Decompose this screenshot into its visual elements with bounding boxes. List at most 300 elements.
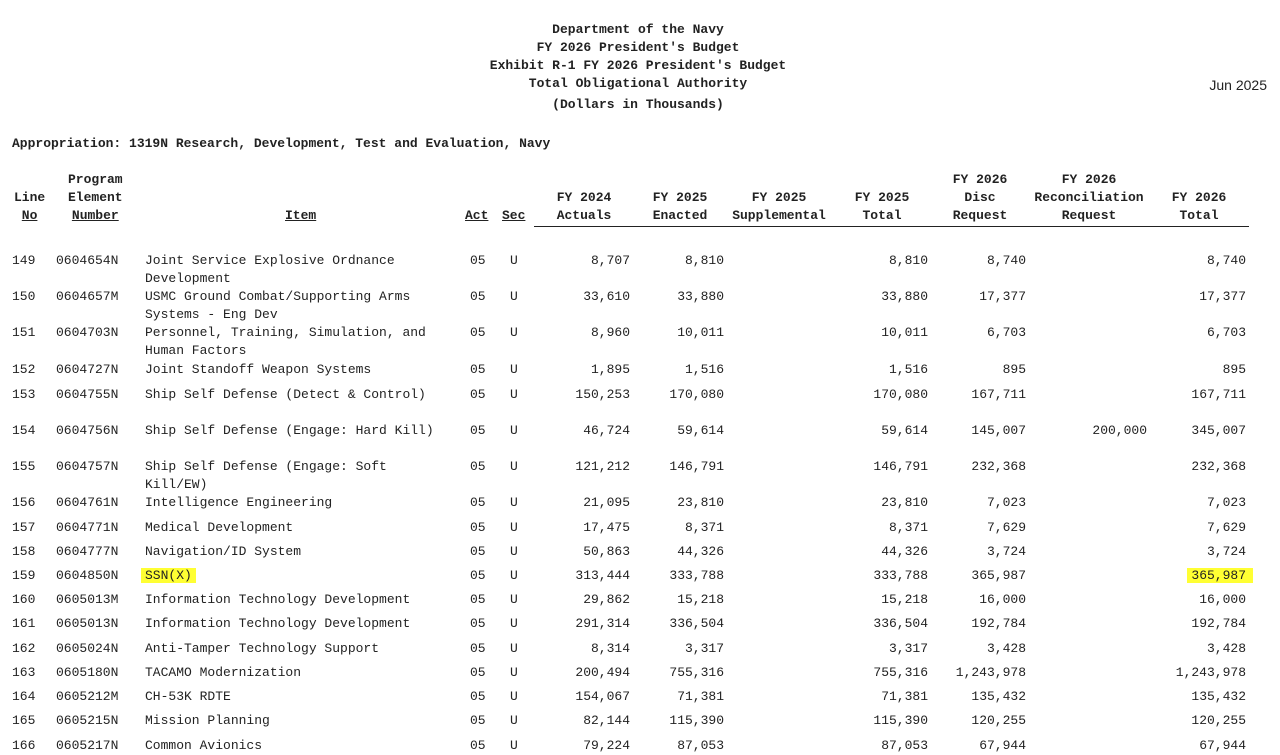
- activity-code: [470, 422, 486, 440]
- item-name-text: Common Avionics: [145, 738, 263, 753]
- line-number: [12, 640, 35, 658]
- security-code: [510, 567, 518, 585]
- item-name-text: Information Technology Development: [145, 616, 411, 631]
- fy2024-actuals-text: 291,314: [575, 616, 630, 631]
- fy2025-enacted: [677, 422, 724, 440]
- line-number-text: 158: [12, 544, 36, 559]
- line-number: [12, 494, 35, 512]
- security-code: [510, 615, 518, 633]
- fy2024-actuals-text: 8,960: [590, 325, 630, 340]
- line-number-text: 160: [12, 592, 36, 607]
- fy2026-disc-request: [987, 494, 1026, 512]
- fy2025-enacted-text: 333,788: [669, 568, 724, 583]
- activity-code: [470, 688, 486, 706]
- activity-code-text: 05: [470, 325, 486, 340]
- line-number: [12, 458, 35, 476]
- col-header-line: [14, 189, 45, 225]
- fy2026-total: [1176, 664, 1246, 682]
- fy2025-enacted-text: 10,011: [677, 325, 724, 340]
- program-element: [56, 361, 118, 379]
- fy2026-disc-request-text: 167,711: [971, 387, 1026, 402]
- fy2024-actuals: [575, 615, 630, 633]
- security-code-text: U: [510, 568, 518, 583]
- fy2025-total: [889, 640, 928, 658]
- activity-code-text: 05: [470, 289, 486, 304]
- fy2025-total-text: 755,316: [873, 665, 928, 680]
- fy2026-total: [1191, 615, 1246, 633]
- col-header-fy26t: [1168, 189, 1230, 225]
- fy2024-actuals: [591, 640, 630, 658]
- fy2024-actuals-text: 121,212: [575, 459, 630, 474]
- fy2024-actuals-text: 1,895: [590, 362, 630, 377]
- activity-code: [470, 640, 486, 658]
- line-number-text: 166: [12, 738, 36, 753]
- fy2025-enacted-text: 3,317: [684, 641, 724, 656]
- item-name: [145, 458, 450, 494]
- security-code-text: U: [510, 520, 518, 535]
- line-number-text: 164: [12, 689, 36, 704]
- fy2026-disc-request: [971, 458, 1026, 476]
- program-element: [56, 422, 118, 440]
- program-element-text: 0605024N: [56, 641, 119, 656]
- item-name-text: TACAMO Modernization: [145, 665, 302, 680]
- program-element: [56, 458, 118, 476]
- fy2025-enacted: [677, 288, 724, 306]
- fy2026-disc-request-text: 7,023: [986, 495, 1026, 510]
- security-code: [510, 422, 518, 440]
- fy2025-total-text: 23,810: [881, 495, 928, 510]
- fy2026-disc-request: [956, 664, 1026, 682]
- security-code-text: U: [510, 544, 518, 559]
- fy2026-disc-request-text: 120,255: [971, 713, 1026, 728]
- report-title-department: Department of the Navy: [552, 22, 724, 37]
- fy2025-total: [881, 688, 928, 706]
- fy2025-enacted: [685, 252, 724, 270]
- item-name-text: Mission Planning: [145, 713, 270, 728]
- fy2026-disc-request: [1003, 361, 1026, 379]
- security-code: [510, 688, 518, 706]
- col-header-line-1: Line: [14, 190, 46, 205]
- report-title-authority: Total Obligational Authority: [528, 76, 748, 91]
- security-code-text: U: [510, 592, 518, 607]
- item-name: [145, 615, 450, 633]
- fy2025-enacted: [677, 324, 724, 342]
- line-number-text: 161: [12, 616, 36, 631]
- fy2025-total: [881, 494, 928, 512]
- fy2026-total: [1207, 494, 1246, 512]
- col-header-fy25s: [730, 189, 828, 225]
- security-code-text: U: [510, 495, 518, 510]
- security-code: [510, 324, 518, 342]
- line-number-text: 165: [12, 713, 36, 728]
- security-code: [510, 494, 518, 512]
- fy2024-actuals: [583, 494, 630, 512]
- col-header-fy24-2: Actuals: [556, 208, 612, 223]
- fy2026-disc-request: [987, 324, 1026, 342]
- fy2026-total: [1191, 567, 1246, 585]
- item-name-text: Ship Self Defense (Engage: Hard Kill): [145, 423, 434, 438]
- fy2025-total: [873, 458, 928, 476]
- security-code: [510, 591, 518, 609]
- fy2025-enacted: [677, 688, 724, 706]
- item-name: [145, 688, 450, 706]
- fy2026-total-text: 8,740: [1206, 253, 1246, 268]
- program-element: [56, 252, 118, 270]
- fy2026-disc-request: [987, 640, 1026, 658]
- fy2026-disc-request: [971, 712, 1026, 730]
- fy2026-total-text: 67,944: [1199, 738, 1246, 753]
- item-name: [145, 664, 450, 682]
- col-header-rec: [1030, 171, 1148, 225]
- fy2026-total-text: 1,243,978: [1175, 665, 1246, 680]
- fy2026-disc-request-text: 3,724: [986, 544, 1026, 559]
- activity-code-text: 05: [470, 592, 486, 607]
- activity-code-text: 05: [470, 713, 486, 728]
- item-name-text: Ship Self Defense (Engage: Soft Kill/EW): [145, 459, 387, 492]
- activity-code: [470, 324, 486, 342]
- security-code: [510, 288, 518, 306]
- fy2026-disc-request: [971, 422, 1026, 440]
- activity-code: [470, 737, 486, 755]
- fy2024-actuals-text: 8,314: [590, 641, 630, 656]
- item-name: [145, 386, 450, 404]
- activity-code-text: 05: [470, 423, 486, 438]
- program-element-text: 0605212M: [56, 689, 119, 704]
- fy2025-enacted-text: 336,504: [669, 616, 724, 631]
- item-name: [145, 712, 450, 730]
- col-header-pe-2: Element: [68, 190, 123, 205]
- program-element: [56, 688, 118, 706]
- fy2026-total: [1207, 543, 1246, 561]
- fy2026-total-text: 6,703: [1206, 325, 1246, 340]
- activity-code-text: 05: [470, 665, 486, 680]
- activity-code: [470, 519, 486, 537]
- fy2024-actuals-text: 154,067: [575, 689, 630, 704]
- fy2025-enacted-text: 23,810: [677, 495, 724, 510]
- line-number: [12, 422, 35, 440]
- security-code-text: U: [510, 665, 518, 680]
- activity-code: [470, 494, 486, 512]
- col-header-fy24-1: FY 2024: [556, 190, 612, 205]
- fy2025-total-text: 10,011: [881, 325, 928, 340]
- activity-code: [470, 361, 486, 379]
- security-code-text: U: [510, 689, 518, 704]
- security-code: [510, 640, 518, 658]
- fy2024-actuals-text: 46,724: [583, 423, 630, 438]
- fy2025-total: [881, 288, 928, 306]
- item-name: [145, 324, 450, 360]
- activity-code-text: 05: [470, 459, 486, 474]
- program-element-text: 0604761N: [56, 495, 119, 510]
- line-number-text: 157: [12, 520, 36, 535]
- fy2025-total-text: 336,504: [873, 616, 928, 631]
- program-element: [56, 591, 118, 609]
- fy2026-reconciliation-request: [1092, 422, 1147, 440]
- item-name-text: Medical Development: [145, 520, 294, 535]
- fy2025-total: [873, 615, 928, 633]
- line-number-text: 153: [12, 387, 36, 402]
- col-header-fy26t-2: Total: [1179, 208, 1219, 223]
- fy2025-enacted: [685, 640, 724, 658]
- item-name-text: Anti-Tamper Technology Support: [145, 641, 380, 656]
- fy2025-total: [889, 252, 928, 270]
- fy2026-disc-request: [987, 543, 1026, 561]
- fy2024-actuals: [575, 386, 630, 404]
- col-header-fy25t-1: FY 2025: [854, 190, 910, 205]
- item-name: [145, 288, 450, 324]
- security-code: [510, 519, 518, 537]
- fy2026-disc-request-text: 232,368: [971, 459, 1026, 474]
- col-header-rec-2: Reconciliation: [1034, 190, 1144, 205]
- fy2025-total-text: 1,516: [888, 362, 928, 377]
- activity-code: [470, 664, 486, 682]
- fy2026-total: [1223, 361, 1246, 379]
- fy2024-actuals: [575, 688, 630, 706]
- program-element-text: 0605013M: [56, 592, 119, 607]
- fy2025-enacted: [669, 615, 724, 633]
- fy2025-enacted-text: 146,791: [669, 459, 724, 474]
- security-code-text: U: [510, 289, 518, 304]
- line-number-text: 162: [12, 641, 36, 656]
- fy2026-disc-request-text: 67,944: [979, 738, 1026, 753]
- fy2025-total-text: 3,317: [888, 641, 928, 656]
- fy2024-actuals: [575, 458, 630, 476]
- fy2024-actuals: [591, 252, 630, 270]
- fy2025-enacted-text: 33,880: [677, 289, 724, 304]
- fy2024-actuals-text: 200,494: [575, 665, 630, 680]
- item-name: [145, 591, 450, 609]
- line-number-text: 152: [12, 362, 36, 377]
- program-element-text: 0604771N: [56, 520, 119, 535]
- fy2025-total-text: 71,381: [881, 689, 928, 704]
- fy2025-total-text: 87,053: [881, 738, 928, 753]
- line-number: [12, 543, 35, 561]
- activity-code-text: 05: [470, 495, 486, 510]
- fy2026-disc-request-text: 365,987: [971, 568, 1026, 583]
- fy2026-disc-request: [987, 519, 1026, 537]
- fy2026-total: [1191, 422, 1246, 440]
- item-name-text: Joint Standoff Weapon Systems: [145, 362, 372, 377]
- fy2024-actuals-text: 8,707: [590, 253, 630, 268]
- activity-code-text: 05: [470, 520, 486, 535]
- fy2026-total-text: 7,023: [1206, 495, 1246, 510]
- fy2026-disc-request-text: 7,629: [986, 520, 1026, 535]
- activity-code-text: 05: [470, 568, 486, 583]
- fy2026-total: [1191, 688, 1246, 706]
- fy2026-disc-request: [971, 567, 1026, 585]
- line-number: [12, 591, 35, 609]
- fy2025-total: [881, 324, 928, 342]
- fy2025-total-text: 44,326: [881, 544, 928, 559]
- program-element: [56, 640, 118, 658]
- fy2026-total-text: 345,007: [1191, 423, 1246, 438]
- fy2026-total: [1207, 640, 1246, 658]
- program-element: [56, 567, 118, 585]
- activity-code-text: 05: [470, 689, 486, 704]
- program-element: [56, 494, 118, 512]
- security-code-text: U: [510, 713, 518, 728]
- activity-code-text: 05: [470, 738, 486, 753]
- activity-code: [470, 712, 486, 730]
- fy2024-actuals: [583, 288, 630, 306]
- fy2024-actuals: [583, 422, 630, 440]
- fy2025-total-text: 59,614: [881, 423, 928, 438]
- fy2024-actuals: [591, 324, 630, 342]
- fy2024-actuals: [583, 591, 630, 609]
- activity-code: [470, 567, 486, 585]
- col-header-sec: Sec: [502, 208, 526, 223]
- fy2026-total: [1199, 737, 1246, 755]
- fy2025-total-text: 8,371: [888, 520, 928, 535]
- item-name-text: SSN(X): [141, 568, 196, 583]
- program-element: [56, 543, 118, 561]
- line-number-text: 159: [12, 568, 36, 583]
- item-name: [145, 543, 450, 561]
- line-number: [12, 386, 35, 404]
- security-code: [510, 737, 518, 755]
- line-number-text: 156: [12, 495, 36, 510]
- activity-code: [470, 458, 486, 476]
- item-name-text: Navigation/ID System: [145, 544, 302, 559]
- activity-code: [470, 288, 486, 306]
- security-code: [510, 361, 518, 379]
- line-number-text: 155: [12, 459, 36, 474]
- fy2025-total-text: 15,218: [881, 592, 928, 607]
- fy2025-enacted-text: 15,218: [677, 592, 724, 607]
- fy2026-disc-request-text: 6,703: [986, 325, 1026, 340]
- report-title-units: (Dollars in Thousands): [552, 97, 724, 112]
- line-number: [12, 519, 35, 537]
- fy2026-disc-request-text: 145,007: [971, 423, 1026, 438]
- fy2026-total: [1191, 712, 1246, 730]
- item-name: [145, 422, 450, 440]
- item-name: [145, 567, 450, 585]
- fy2026-disc-request: [979, 288, 1026, 306]
- line-number: [12, 688, 35, 706]
- fy2026-disc-request-text: 17,377: [979, 289, 1026, 304]
- fy2025-enacted: [677, 494, 724, 512]
- col-header-fy25t: [852, 189, 912, 225]
- line-number: [12, 288, 35, 306]
- security-code-text: U: [510, 253, 518, 268]
- line-number: [12, 737, 35, 755]
- fy2025-total: [881, 591, 928, 609]
- fy2026-disc-request-text: 8,740: [986, 253, 1026, 268]
- fy2025-enacted: [677, 737, 724, 755]
- fy2026-disc-request-text: 895: [1002, 362, 1026, 377]
- col-header-fy25e: [650, 189, 710, 225]
- col-header-act: Act: [465, 208, 489, 223]
- fy2025-total-text: 333,788: [873, 568, 928, 583]
- fy2025-enacted-text: 71,381: [677, 689, 724, 704]
- fy2026-total: [1191, 458, 1246, 476]
- fy2025-enacted: [685, 361, 724, 379]
- fy2025-enacted-text: 8,810: [684, 253, 724, 268]
- activity-code: [470, 591, 486, 609]
- fy2025-enacted-text: 8,371: [684, 520, 724, 535]
- col-header-rec-3: Request: [1061, 208, 1117, 223]
- activity-code-text: 05: [470, 253, 486, 268]
- col-header-disc-1: FY 2026: [952, 172, 1008, 187]
- fy2026-total-text: 120,255: [1191, 713, 1246, 728]
- fy2024-actuals-text: 29,862: [583, 592, 630, 607]
- fy2026-total-text: 3,428: [1206, 641, 1246, 656]
- fy2026-disc-request-text: 3,428: [986, 641, 1026, 656]
- fy2026-total-text: 192,784: [1191, 616, 1246, 631]
- col-header-pe-3: Number: [71, 208, 119, 223]
- fy2025-total: [889, 361, 928, 379]
- fy2025-total: [873, 386, 928, 404]
- line-number: [12, 712, 35, 730]
- activity-code-text: 05: [470, 387, 486, 402]
- col-header-fy25e-1: FY 2025: [652, 190, 708, 205]
- activity-code-text: 05: [470, 544, 486, 559]
- line-number: [12, 361, 35, 379]
- activity-code-text: 05: [470, 641, 486, 656]
- fy2024-actuals: [583, 737, 630, 755]
- security-code: [510, 252, 518, 270]
- fy2025-enacted: [669, 458, 724, 476]
- item-name-text: USMC Ground Combat/Supporting Arms Systems - Eng Dev: [145, 289, 411, 322]
- line-number: [12, 324, 35, 342]
- col-header-rec-1: FY 2026: [1061, 172, 1117, 187]
- fy2025-total: [873, 712, 928, 730]
- fy2025-total: [881, 543, 928, 561]
- security-code-text: U: [510, 387, 518, 402]
- item-name: [145, 494, 450, 512]
- activity-code-text: 05: [470, 616, 486, 631]
- program-element: [56, 664, 118, 682]
- program-element-text: 0604777N: [56, 544, 119, 559]
- line-number-text: 163: [12, 665, 36, 680]
- item-name: [145, 737, 450, 755]
- fy2025-enacted-text: 44,326: [677, 544, 724, 559]
- fy2024-actuals: [583, 712, 630, 730]
- fy2024-actuals-text: 79,224: [583, 738, 630, 753]
- col-header-fy26t-1: FY 2026: [1171, 190, 1227, 205]
- activity-code: [470, 543, 486, 561]
- fy2025-total-text: 115,390: [873, 713, 928, 728]
- item-name-text: Information Technology Development: [145, 592, 411, 607]
- col-header-fy25e-2: Enacted: [652, 208, 708, 223]
- fy2026-disc-request: [987, 252, 1026, 270]
- security-code-text: U: [510, 616, 518, 631]
- fy2026-total: [1207, 519, 1246, 537]
- program-element-text: 0605217N: [56, 738, 119, 753]
- fy2026-disc-request: [979, 591, 1026, 609]
- line-number: [12, 664, 35, 682]
- fy2025-enacted-text: 755,316: [669, 665, 724, 680]
- fy2026-total-text: 7,629: [1206, 520, 1246, 535]
- item-name-text: Joint Service Explosive Ordnance Development: [145, 253, 395, 286]
- program-element-text: 0604703N: [56, 325, 119, 340]
- item-name-text: Intelligence Engineering: [145, 495, 333, 510]
- header-rule: [534, 226, 1249, 227]
- item-name: [145, 252, 450, 288]
- col-header-item: Item: [285, 208, 317, 223]
- security-code-text: U: [510, 459, 518, 474]
- program-element: [56, 324, 118, 342]
- fy2026-disc-request: [971, 615, 1026, 633]
- program-element-text: 0604850N: [56, 568, 119, 583]
- line-number-text: 149: [12, 253, 36, 268]
- security-code-text: U: [510, 423, 518, 438]
- fy2025-enacted-text: 1,516: [684, 362, 724, 377]
- col-header-fy25s-2: Supplemental: [732, 208, 826, 223]
- fy2026-total: [1207, 324, 1246, 342]
- program-element-text: 0604657M: [56, 289, 119, 304]
- col-header-fy25t-2: Total: [862, 208, 902, 223]
